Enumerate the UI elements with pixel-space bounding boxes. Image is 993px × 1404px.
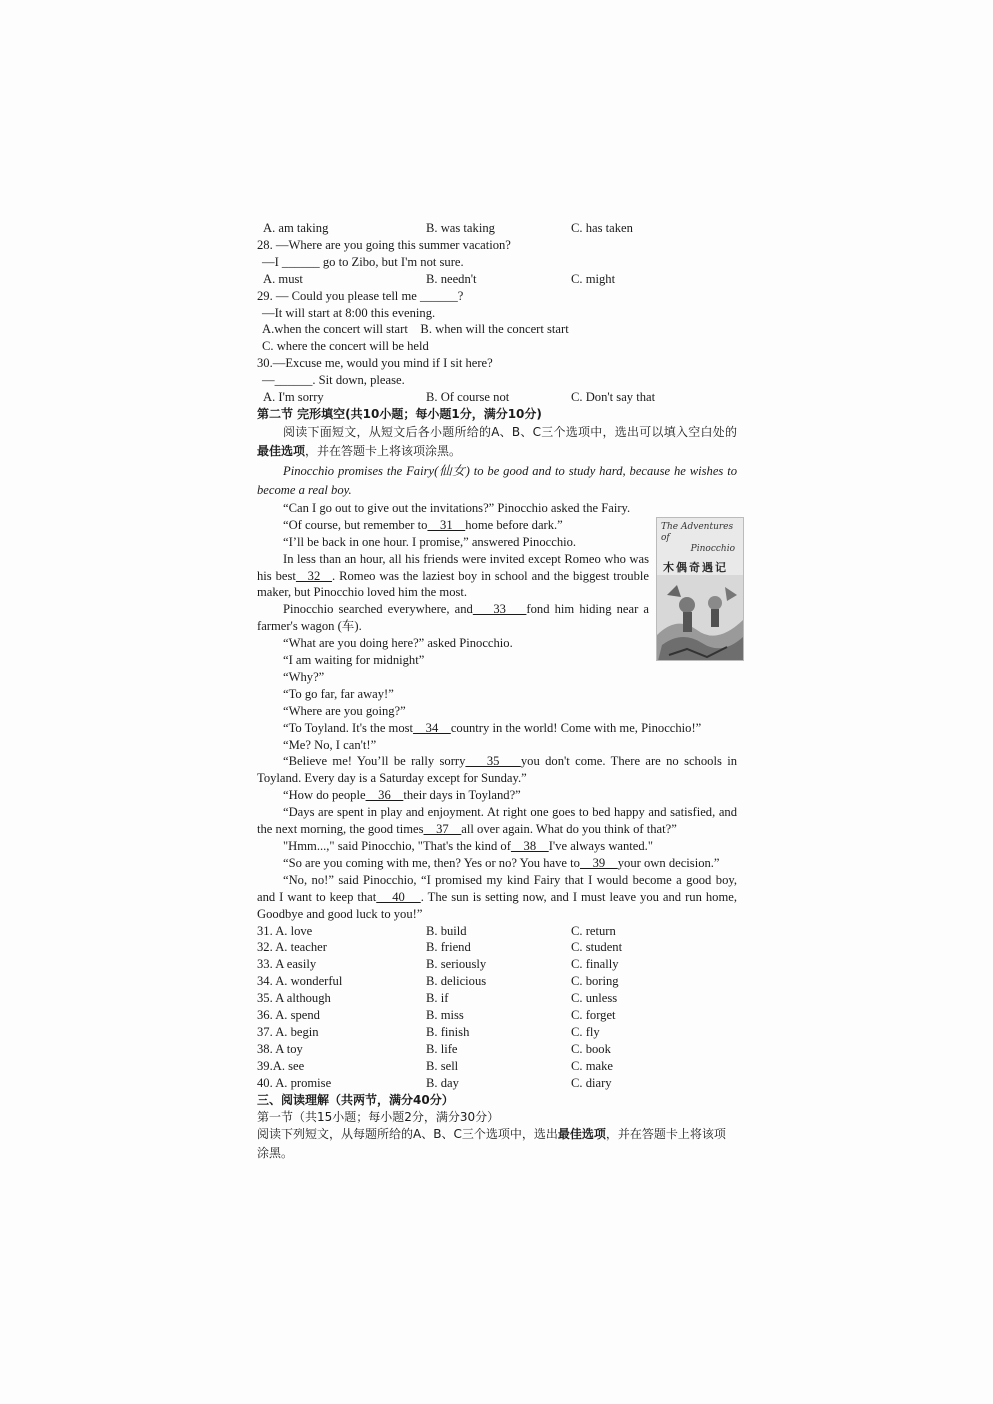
blank-34: 34 [413,720,451,735]
story-paragraph-4 [257,551,649,602]
story-paragraph-18 [257,872,737,923]
answer-option-a: 39.A. see [257,1058,305,1073]
story-line-10: “Where are you going?” [283,703,406,718]
q28-option-b: B. needn't [426,271,477,286]
book-title-en-2: Pinocchio [690,544,735,554]
answer-option-c: C. boring [571,974,619,989]
text: In less than an hour, all his friends were invited except Romeo who was his best [257,551,649,583]
q27-option-c: C. has taken [571,221,633,235]
text: “No, no!” said Pinocchio, “I promised my kind Fairy that I would become a good boy, and I want to keep that [257,872,737,904]
story-paragraph-5 [257,601,649,635]
text: I've always wanted." [548,839,653,853]
q29-reply: —It will start at 8:00 this evening. [262,305,436,320]
q28-reply: —I ______ go to Zibo, but I'm not sure. [262,254,464,269]
answer-option-c: C. book [571,1041,611,1056]
section2-instructions [257,423,737,461]
section2-instr-pre: 阅读下面短文，从短文后各小题所给的A、B、C三个选项中，选出可以填入空白处的 [283,424,737,439]
answer-option-a: 38. A toy [257,1041,303,1056]
answer-option-c: C. diary [571,1075,612,1090]
section2-instr-post: ，并在答题卡上将该项涂黑。 [305,443,462,458]
text: “So are you coming with me, then? Yes or no? You have to [283,855,580,870]
answer-row [257,1058,737,1075]
story-line-12: “Me? No, I can't!” [283,737,377,752]
q27-options [257,220,737,237]
answer-option-c: C. fly [571,1024,600,1039]
answer-option-a: 37. A. begin [257,1024,319,1039]
answer-options-list [257,923,737,1092]
text: . Romeo was the laziest boy in school and the biggest trouble maker, but Pinocchio loved him the most. [257,568,649,600]
q28-options [257,271,737,288]
text: fond him hiding near a farmer's wagon (车). [257,602,650,634]
answer-option-c: C. make [571,1058,613,1073]
part3-heading: 三、阅读理解（共两节，满分40分） [257,1092,454,1107]
blank-35: 35 [465,754,521,769]
answer-row [257,1041,737,1058]
answer-option-a: 40. A. promise [257,1075,332,1090]
q30-option-c: C. Don't say that [571,390,656,405]
text: country in the world! Come with me, Pinocchio!” [450,720,702,735]
text: your own decision.” [617,855,720,870]
q28-option-c: C. might [571,271,616,286]
section2-instr-bold: 最佳选项 [257,443,306,458]
blank-31: 31 [427,517,466,532]
blank-36: 36 [365,788,404,803]
story-paragraph-13 [257,753,737,787]
book-title-en-1: The Adventures of [661,522,734,543]
blank-33: 33 [472,602,527,617]
q28-option-a: A. must [263,271,303,286]
q30-question: 30.—Excuse me, would you mind if I sit here? [257,356,493,371]
answer-option-a: 31. A. love [257,923,313,938]
blank-38: 38 [510,839,549,853]
answer-option-a: 33. A easily [257,957,317,972]
q30-options [257,389,737,406]
answer-row [257,1007,737,1024]
q29-question: 29. — Could you please tell me ______? [257,288,464,303]
answer-option-c: C. forget [571,1008,616,1023]
text: . The sun is setting now, and I must leave you and run home, Goodbye and good luck to you!” [257,889,737,921]
text: “Days are spent in play and enjoyment. At right one goes to bed happy and satisfied, and the next morning, the good times [257,805,737,837]
answer-option-a: 32. A. teacher [257,940,327,955]
text: "Hmm...," said Pinocchio, "That's the kind of [283,839,511,853]
story-intro: Pinocchio promises the Fairy(仙女) to be good and to study hard, because he wishes to become a real boy. [257,463,737,497]
answer-row [257,923,737,940]
text: home before dark.” [465,517,563,532]
answer-option-c: C. finally [571,957,619,972]
story-line-8: “Why?” [283,669,325,684]
text: “Of course, but remember to [283,517,428,532]
blank-32: 32 [295,568,333,583]
answer-row [257,956,737,973]
q27-option-b: B. was taking [426,221,495,235]
answer-option-b: B. seriously [426,957,487,972]
q30-reply: —______. Sit down, please. [262,373,405,388]
story-line-14 [257,787,737,804]
story-line-16 [257,838,737,855]
part3-subheading: 第一节（共15小题；每小题2分，满分30分） [257,1109,500,1124]
q29-option-c: C. where the concert will be held [262,339,429,354]
answer-option-b: B. if [426,991,449,1006]
book-title-zh: 木偶奇遇记 [663,561,728,574]
part3-instr-post: ，并在答题卡上将该项涂黑。 [257,1127,726,1161]
q29-options-ab: A.when the concert will start B. when will the concert start [262,322,569,337]
answer-option-a: 36. A. spend [257,1008,320,1023]
blank-39: 39 [579,855,618,870]
q30-option-b: B. Of course not [426,390,510,405]
story-line-9: “To go far, far away!” [283,686,394,701]
answer-option-c: C. return [571,923,616,938]
answer-option-c: C. unless [571,991,618,1006]
q28-question: 28. —Where are you going this summer vacation? [257,237,511,252]
answer-option-b: B. friend [426,940,471,955]
answer-option-b: B. build [426,923,467,938]
answer-option-b: B. miss [426,1008,464,1023]
answer-row [257,990,737,1007]
story-wrap-zone [257,500,649,635]
answer-option-a: 35. A although [257,991,331,1006]
answer-option-c: C. student [571,940,623,955]
blank-40: 40 [376,889,421,904]
text: their days in Toyland?” [403,788,521,803]
story-line-2 [257,517,649,534]
text: you don't come. There are no schools in Toyland. Every day is a Saturday except for Sunday.” [257,754,737,786]
answer-row [257,973,737,990]
answer-option-b: B. sell [426,1058,459,1073]
text: Pinocchio searched everywhere, and [283,602,473,617]
answer-option-b: B. life [426,1041,458,1056]
answer-row [257,939,737,956]
book-illustration [657,575,743,661]
text: “How do people [283,788,366,803]
q27-option-a: A. am taking [263,221,329,235]
answer-option-a: 34. A. wonderful [257,974,343,989]
story-line-11 [257,720,737,737]
text: all over again. What do you think of that?” [461,822,677,837]
story-line-17 [257,855,737,872]
answer-option-b: B. finish [426,1024,470,1039]
answer-option-b: B. delicious [426,974,487,989]
story-line-1: “Can I go out to give out the invitations?” Pinocchio asked the Fairy. [283,500,631,515]
section2-heading: 第二节 完形填空(共10小题；每小题1分，满分10分) [257,406,542,421]
exam-content [257,220,737,1163]
answer-option-b: B. day [426,1075,459,1090]
part3-instr-pre: 阅读下列短文，从每题所给的A、B、C三个选项中，选出 [257,1127,558,1142]
answer-row [257,1075,737,1092]
story-line-7: “I am waiting for midnight” [283,653,425,668]
part3-instr-bold: 最佳选项 [557,1127,606,1142]
q30-option-a: A. I'm sorry [263,390,324,405]
story-paragraph-15 [257,804,737,838]
story-line-6: “What are you doing here?” asked Pinocchio. [283,636,513,651]
text: “To Toyland. It's the most [283,720,414,735]
blank-37: 37 [423,822,462,837]
answer-row [257,1024,737,1041]
story-line-3: “I’ll be back in one hour. I promise,” answered Pinocchio. [283,534,577,549]
part3-instructions [257,1125,737,1163]
book-cover-image [656,517,744,661]
text: “Believe me! You’ll be rally sorry [283,754,466,769]
